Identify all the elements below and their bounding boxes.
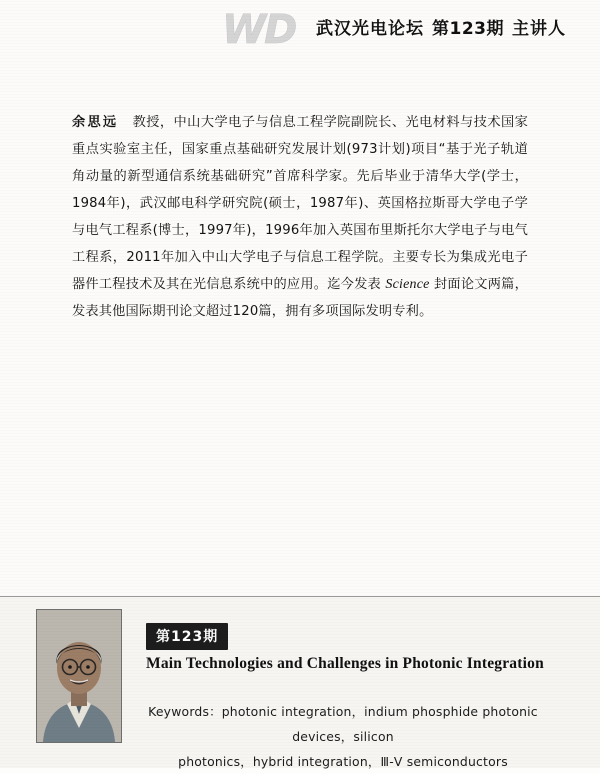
forum-role: 主讲人 xyxy=(512,19,566,39)
speaker-photo xyxy=(36,609,122,743)
forum-title: 武汉光电论坛 xyxy=(316,19,424,39)
biography-text: 中山大学电子与信息工程学院副院长、光电材料与技术国家重点实验室主任，国家重点基础研究发展计划(973计划)项目“基于光子轨道角动量的新型通信系统基础研究”首席科学家。先后毕业于清华大学(学士，1984年)，武汉邮电科学研究院(硕士，1987年)、英国格拉斯哥大学电子学与电气工程系(博士，1997年)，1996年加入英国布里斯托尔大学电子与电气工程系，2011年加入中山大学电子与信息工程学院。主要专长为集成光电子器件工程技术及其在光信息系统中的应用。迄今发表 xyxy=(72,115,529,293)
portrait-illustration xyxy=(37,610,121,742)
talk-title: Main Technologies and Challenges in Photonic Integration xyxy=(146,655,544,672)
keywords-line-2: photonics，hybrid integration，Ⅲ-Ⅴ semiconductors xyxy=(178,754,508,769)
wd-logo: WD xyxy=(222,7,296,53)
biography-text-tail: 封面论文两篇，发表其他国际期刊论文超过120篇，拥有多项国际发明专利。 xyxy=(72,277,528,320)
forum-issue: 第123期 xyxy=(432,19,504,39)
keywords-block xyxy=(120,699,566,774)
talk-summary-panel xyxy=(0,596,600,768)
speaker-biography xyxy=(72,109,528,325)
page-header xyxy=(0,8,600,60)
speaker-name: 余思远 xyxy=(72,115,119,131)
journal-name: Science xyxy=(385,277,430,293)
keywords-line-1: Keywords：photonic integration，indium phosphide photonic devices，silicon xyxy=(148,704,538,744)
issue-badge: 第123期 xyxy=(146,623,228,650)
speaker-role-label: 教授， xyxy=(132,115,174,131)
header-title-group xyxy=(316,14,566,39)
header-divider xyxy=(36,58,566,59)
